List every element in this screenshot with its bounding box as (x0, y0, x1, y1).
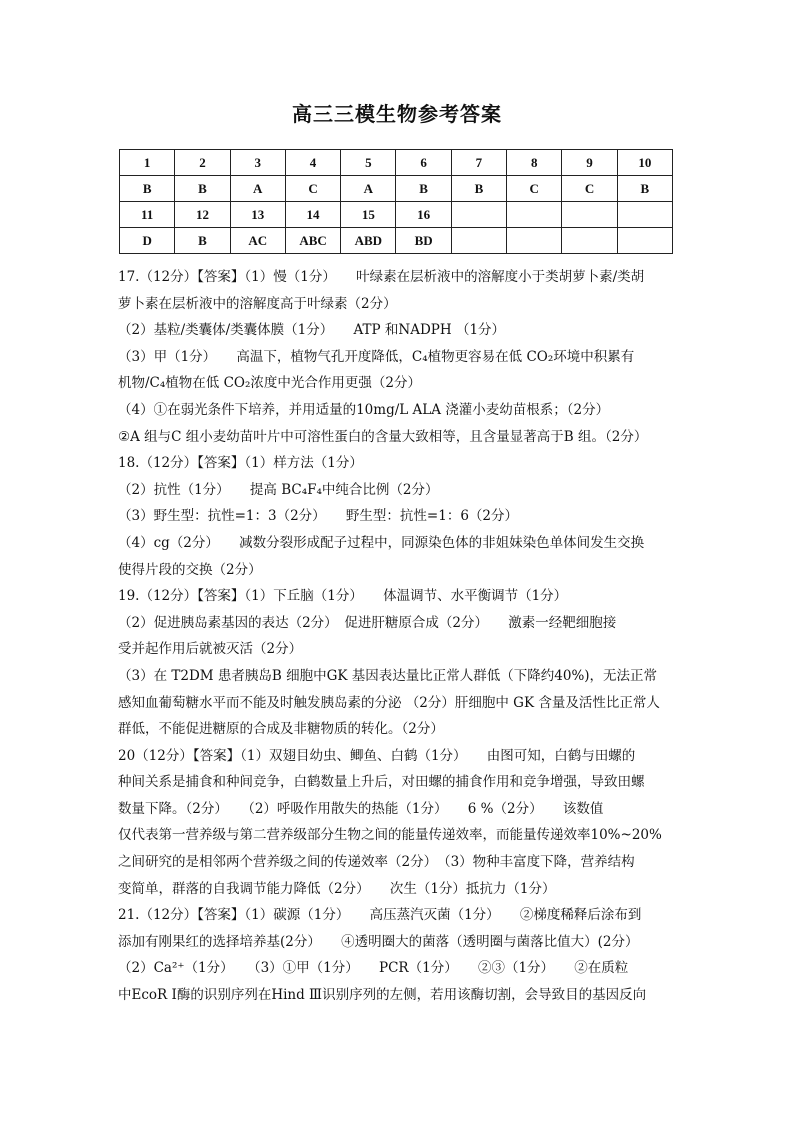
answer-line: （4）cg（2分） 减数分裂形成配子过程中，同源染色体的非姐妹染色单体间发生交换 (118, 534, 645, 551)
answer-line: 数量下降。（2分） （2）呼吸作用散失的热能（1分） 6 %（2分） 该数值 (118, 800, 604, 817)
answer-line: 21.（12分）【答案】（1）碳源（1分） 高压蒸汽灭菌（1分） ②梯度稀释后涂布到 (118, 907, 642, 924)
table-row (120, 150, 673, 176)
table-cell: 13 (230, 202, 285, 228)
table-cell: B (451, 176, 506, 202)
table-cell (451, 202, 506, 228)
table-cell: 2 (175, 150, 230, 176)
table-cell: 3 (230, 150, 285, 176)
answer-line: 中EcoR Ⅰ酶的识别序列在Hind Ⅲ识别序列的左侧，若用该酶切割，会导致目的基因反向 (118, 987, 647, 1004)
table-cell (451, 228, 506, 254)
answer-line: 使得片段的交换（2分） (118, 561, 262, 578)
answer-line: 萝卜素在层析液中的溶解度高于叶绿素（2分） (118, 295, 397, 312)
answer-line: 18.（12分）【答案】（1）样方法（1分） (118, 455, 363, 472)
table-cell: ABD (341, 228, 396, 254)
answer-content (118, 264, 680, 1009)
answer-line: （3）甲（1分） 高温下，植物气孔开度降低，C₄植物更容易在低 CO₂环境中积累有 (118, 348, 635, 365)
table-cell: C (507, 176, 562, 202)
table-cell: C (562, 176, 617, 202)
answer-line: 群低，不能促进糖原的合成及非糖物质的转化。（2分） (118, 721, 444, 738)
table-cell: B (396, 176, 451, 202)
table-row (120, 202, 673, 228)
table-cell: 7 (451, 150, 506, 176)
table-cell: D (120, 228, 175, 254)
table-cell: C (285, 176, 340, 202)
table-cell: 6 (396, 150, 451, 176)
answer-line: （2）基粒/类囊体/类囊体膜（1分） ATP 和NADPH （1分） (118, 322, 506, 339)
answer-line: （3）野生型：抗性=1：3（2分） 野生型：抗性=1：6（2分） (118, 508, 518, 525)
table-row (120, 228, 673, 254)
answer-line: 机物/C₄植物在低 CO₂浓度中光合作用更强（2分） (118, 375, 421, 392)
answer-line: 添加有刚果红的选择培养基(2分） ④透明圈大的菌落（透明圈与菌落比值大）(2分） (118, 933, 639, 950)
table-cell: 8 (507, 150, 562, 176)
table-cell (562, 202, 617, 228)
table-cell: 4 (285, 150, 340, 176)
table-row (120, 176, 673, 202)
table-cell (507, 228, 562, 254)
table-cell: BD (396, 228, 451, 254)
answer-line: 20（12分）【答案】（1）双翅目幼虫、鲫鱼、白鹤（1分） 由图可知，白鹤与田螺的 (118, 747, 636, 764)
table-cell: B (175, 176, 230, 202)
answer-line: 之间研究的是相邻两个营养级之间的传递效率（2分） （3）物种丰富度下降，营养结构 (118, 854, 635, 871)
answer-line: 种间关系是捕食和种间竞争，白鹤数量上升后，对田螺的捕食作用和竞争增强，导致田螺 (118, 774, 645, 791)
table-cell (562, 228, 617, 254)
table-cell: 10 (617, 150, 672, 176)
answer-line: （2）抗性（1分） 提高 BC₄F₄中纯合比例（2分） (118, 481, 439, 498)
table-cell: 9 (562, 150, 617, 176)
answer-line: （2）促进胰岛素基因的表达（2分） 促进肝糖原合成（2分） 激素一经靶细胞接 (118, 614, 617, 631)
answer-table (119, 149, 673, 254)
table-cell: AC (230, 228, 285, 254)
table-cell (617, 202, 672, 228)
table-cell: 11 (120, 202, 175, 228)
answer-line: 变简单，群落的自我调节能力降低（2分） 次生（1分）抵抗力（1分） (118, 880, 556, 897)
table-cell: 14 (285, 202, 340, 228)
table-cell: B (617, 176, 672, 202)
answer-line: 受并起作用后就被灭活（2分） (118, 641, 303, 658)
answer-line: （3）在 T2DM 患者胰岛B 细胞中GK 基因表达量比正常人群低（下降约40%)，无法正常 (118, 667, 658, 684)
table-cell: A (341, 176, 396, 202)
table-cell: ABC (285, 228, 340, 254)
answer-line: 仅代表第一营养级与第二营养级部分生物之间的能量传递效率，而能量传递效率10%~20% (118, 827, 662, 844)
table-cell (507, 202, 562, 228)
table-cell: 12 (175, 202, 230, 228)
answer-line: 感知血葡萄糖水平而不能及时触发胰岛素的分泌 （2分）肝细胞中 GK 含量及活性比正常人 (118, 694, 660, 711)
table-cell: 15 (341, 202, 396, 228)
answer-line: ②A 组与C 组小麦幼苗叶片中可溶性蛋白的含量大致相等，且含量显著高于B 组。（2分） (118, 428, 648, 445)
page-title: 高三三模生物参考答案 (292, 102, 502, 126)
answer-line: （2）Ca²⁺（1分） （3）①甲（1分） PCR（1分） ②③（1分） ②在质粒 (118, 960, 629, 977)
answer-line: （4）①在弱光条件下培养，并用适量的10mg/L ALA 浇灌小麦幼苗根系；（2分） (118, 401, 610, 418)
answer-line: 19.（12分）【答案】（1）下丘脑（1分） 体温调节、水平衡调节（1分） (118, 588, 568, 605)
table-cell (617, 228, 672, 254)
answer-line: 17.（12分）【答案】（1）慢（1分） 叶绿素在层析液中的溶解度小于类胡萝卜素/类胡 (118, 269, 645, 285)
table-cell: 5 (341, 150, 396, 176)
table-cell: A (230, 176, 285, 202)
table-cell: 16 (396, 202, 451, 228)
table-cell: B (175, 228, 230, 254)
table-cell: B (120, 176, 175, 202)
table-cell: 1 (120, 150, 175, 176)
